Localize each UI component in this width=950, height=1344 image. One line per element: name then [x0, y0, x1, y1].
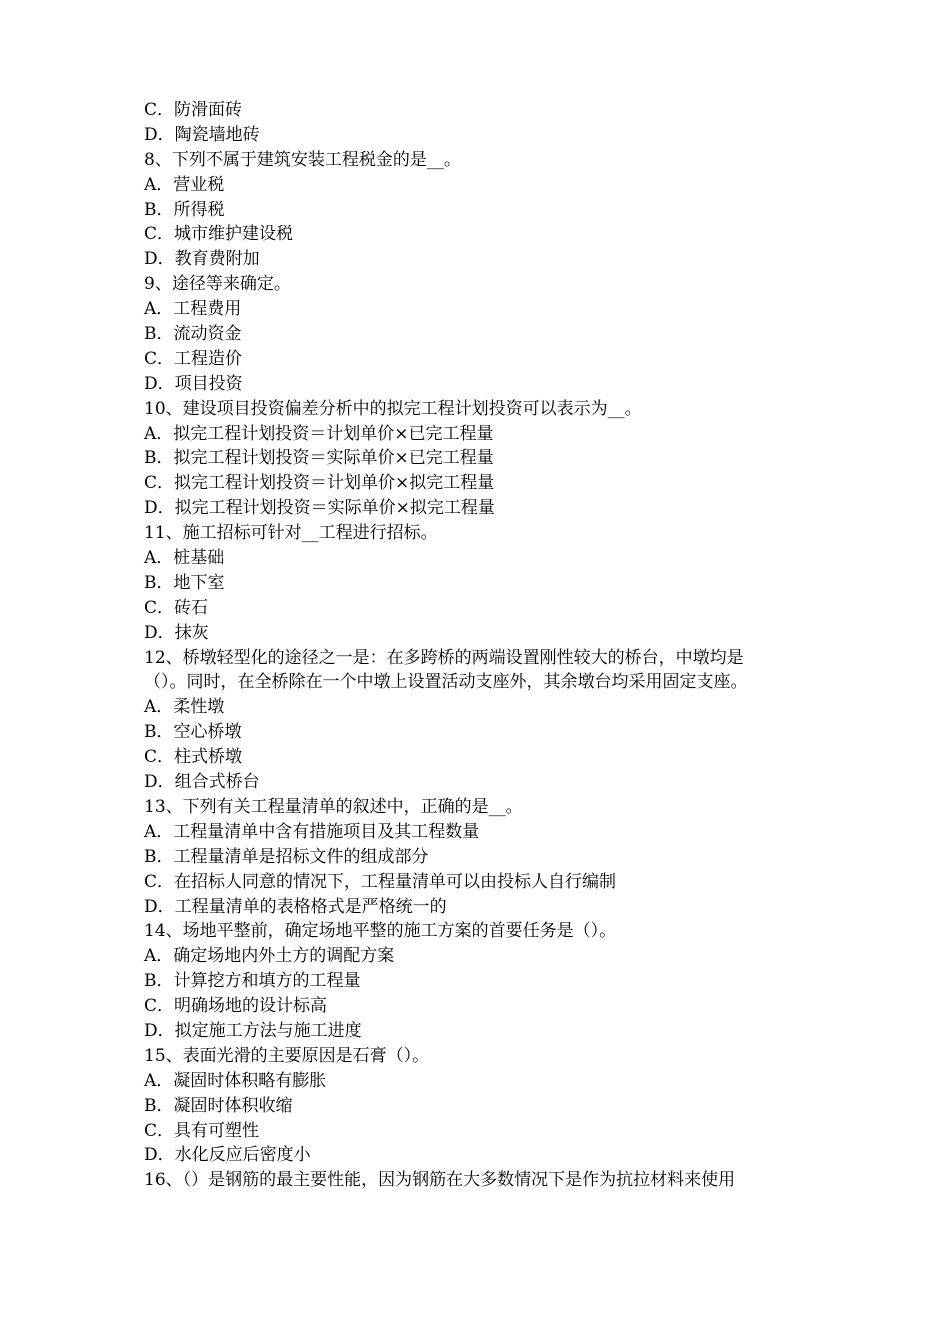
answer-option: A．工程量清单中含有措施项目及其工程数量: [144, 821, 480, 842]
question-text: （）。同时，在全桥除在一个中墩上设置活动支座外，其余墩台均采用固定支座。: [144, 672, 748, 693]
answer-option: D．拟完工程计划投资＝实际单价×拟完工程量: [144, 498, 495, 519]
question-text: 12、桥墩轻型化的途径之一是：在多跨桥的两端设置刚性较大的桥台，中墩均是: [144, 647, 744, 668]
answer-option: B．流动资金: [144, 324, 242, 345]
answer-option: D．抹灰: [144, 622, 209, 643]
answer-option: B．所得税: [144, 199, 225, 220]
answer-option: A．确定场地内外土方的调配方案: [144, 946, 395, 967]
question-text: 11、施工招标可针对__工程进行招标。: [144, 523, 438, 544]
answer-option: D．组合式桥台: [144, 772, 260, 793]
answer-option: B．凝固时体积收缩: [144, 1095, 293, 1116]
answer-option: B．计算挖方和填方的工程量: [144, 971, 361, 992]
answer-option: B．拟完工程计划投资＝实际单价×已完工程量: [144, 448, 494, 469]
answer-option: C．柱式桥墩: [144, 747, 243, 768]
answer-option: A．工程费用: [144, 299, 242, 320]
answer-option: C．具有可塑性: [144, 1120, 260, 1141]
answer-option: C．城市维护建设税: [144, 224, 294, 245]
document-body: [144, 98, 814, 1193]
answer-option: D．水化反应后密度小: [144, 1145, 311, 1166]
answer-option: C．砖石: [144, 597, 209, 618]
answer-option: A．桩基础: [144, 548, 225, 569]
answer-option: D．陶瓷墙地砖: [144, 124, 260, 145]
question-text: 14、场地平整前，确定场地平整的施工方案的首要任务是（）。: [144, 921, 617, 942]
question-text: 13、下列有关工程量清单的叙述中，正确的是__。: [144, 796, 523, 817]
answer-option: B．空心桥墩: [144, 722, 242, 743]
answer-option: A．营业税: [144, 174, 225, 195]
answer-option: A．拟完工程计划投资＝计划单价×已完工程量: [144, 423, 494, 444]
answer-option: D．拟定施工方法与施工进度: [144, 1020, 362, 1041]
answer-option: B．工程量清单是招标文件的组成部分: [144, 846, 429, 867]
answer-option: D．教育费附加: [144, 249, 260, 270]
answer-option: A．柔性墩: [144, 697, 225, 718]
answer-option: C．明确场地的设计标高: [144, 996, 328, 1017]
question-text: 16、（）是钢筋的最主要性能，因为钢筋在大多数情况下是作为抗拉材料来使用: [144, 1170, 736, 1191]
question-text: 8、下列不属于建筑安装工程税金的是__。: [144, 149, 461, 170]
answer-option: B．地下室: [144, 572, 225, 593]
question-text: 15、表面光滑的主要原因是石膏（）。: [144, 1045, 430, 1066]
answer-option: D．项目投资: [144, 373, 243, 394]
question-text: 10、建设项目投资偏差分析中的拟完工程计划投资可以表示为__。: [144, 398, 642, 419]
answer-option: C．防滑面砖: [144, 100, 243, 120]
answer-option: A．凝固时体积略有膨胀: [144, 1070, 327, 1091]
answer-option: D．工程量清单的表格格式是严格统一的: [144, 896, 447, 917]
question-text: 9、途径等来确定。: [144, 274, 291, 295]
answer-option: C．工程造价: [144, 348, 243, 369]
answer-option: C．在招标人同意的情况下，工程量清单可以由投标人自行编制: [144, 871, 617, 892]
answer-option: C．拟完工程计划投资＝计划单价×拟完工程量: [144, 473, 495, 494]
